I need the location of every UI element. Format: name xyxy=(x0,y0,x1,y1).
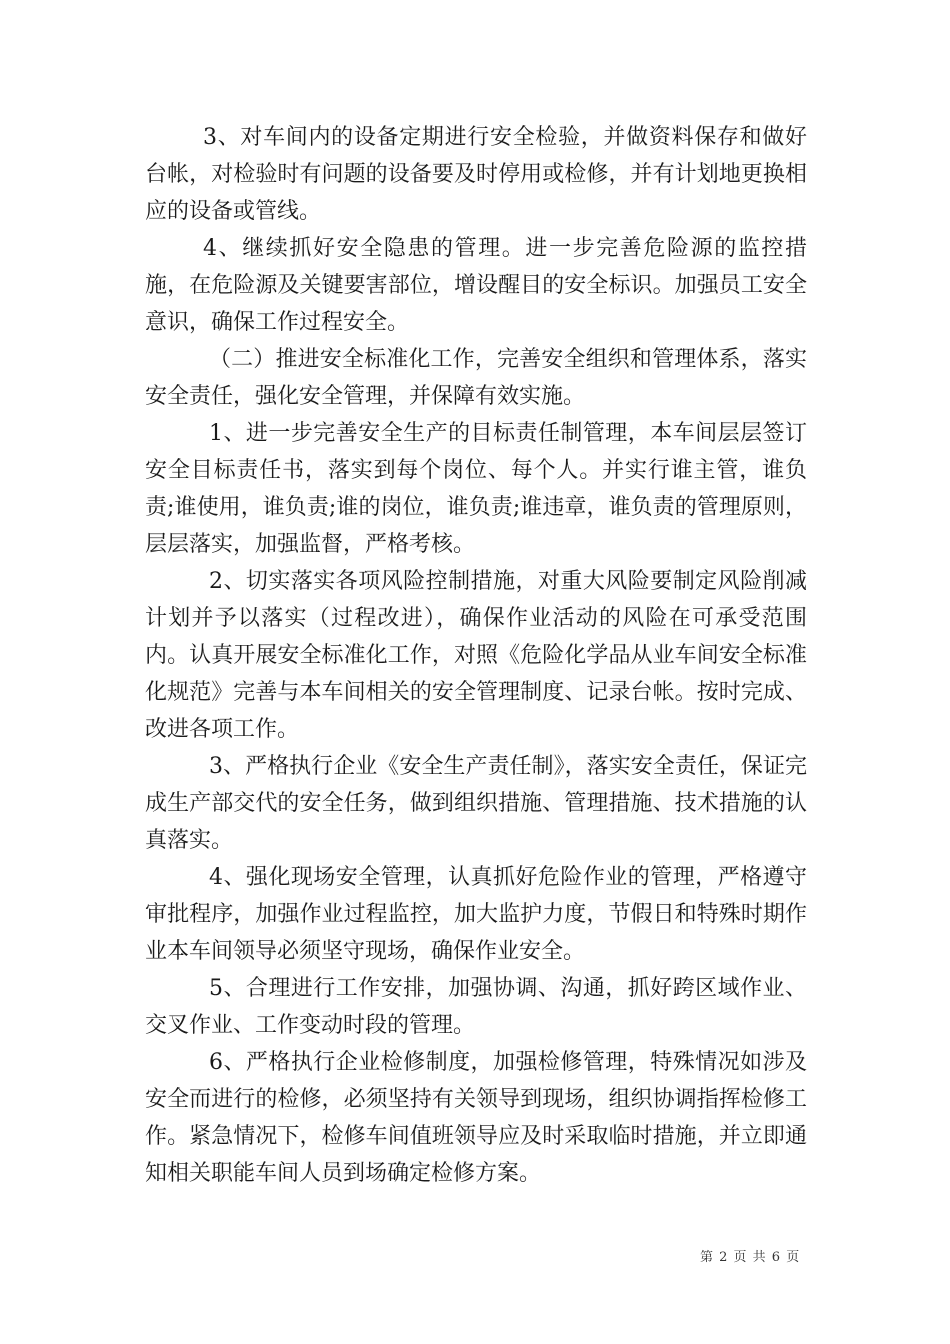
paragraph-item-6-maintenance: 6、严格执行企业检修制度，加强检修管理，特殊情况如涉及安全而进行的检修，必须坚持有关领导到现场，组织协调指挥检修工作。紧急情况下，检修车间值班领导应及时采取临时措施，并立即通知相关职能车间人员到场确定检修方案。 xyxy=(145,1050,807,1186)
document-body xyxy=(145,119,807,1192)
paragraph-item-2-risk-control: 2、切实落实各项风险控制措施，对重大风险要制定风险削减计划并予以落实（过程改进），确保作业活动的风险在可承受范围内。认真开展安全标准化工作，对照《危险化学品从业车间安全标准化规范》完善与本车间相关的安全管理制度、记录台帐。按时完成、改进各项工作。 xyxy=(145,569,807,742)
paragraph-item-3-responsibility-execution: 3、严格执行企业《安全生产责任制》，落实安全责任，保证完成生产部交代的安全任务，做到组织措施、管理措施、技术措施的认真落实。 xyxy=(145,754,807,853)
page-number: 第 2 页 共 6 页 xyxy=(700,1250,801,1265)
section-heading-2-safety-standardization: （二）推进安全标准化工作，完善安全组织和管理体系，落实安全责任，强化安全管理，并保障有效实施。 xyxy=(145,347,807,409)
paragraph-item-3-equipment-inspection: 3、对车间内的设备定期进行安全检验，并做资料保存和做好台帐，对检验时有问题的设备要及时停用或检修，并有计划地更换相应的设备或管线。 xyxy=(145,125,807,224)
paragraph-item-5-work-arrangement: 5、合理进行工作安排，加强协调、沟通，抓好跨区域作业、交叉作业、工作变动时段的管理。 xyxy=(145,976,807,1038)
paragraph-item-1-responsibility-system: 1、进一步完善安全生产的目标责任制管理，本车间层层签订安全目标责任书，落实到每个岗位、每个人。并实行谁主管，谁负责;谁使用，谁负责;谁的岗位，谁负责;谁违章，谁负责的管理原则，层层落实，加强监督，严格考核。 xyxy=(145,421,807,557)
paragraph-item-4-site-management: 4、强化现场安全管理，认真抓好危险作业的管理，严格遵守审批程序，加强作业过程监控，加大监护力度，节假日和特殊时期作业本车间领导必须坚守现场，确保作业安全。 xyxy=(145,865,807,964)
paragraph-item-4-hazard-management: 4、继续抓好安全隐患的管理。进一步完善危险源的监控措施，在危险源及关键要害部位，增设醒目的安全标识。加强员工安全意识，确保工作过程安全。 xyxy=(145,236,807,335)
